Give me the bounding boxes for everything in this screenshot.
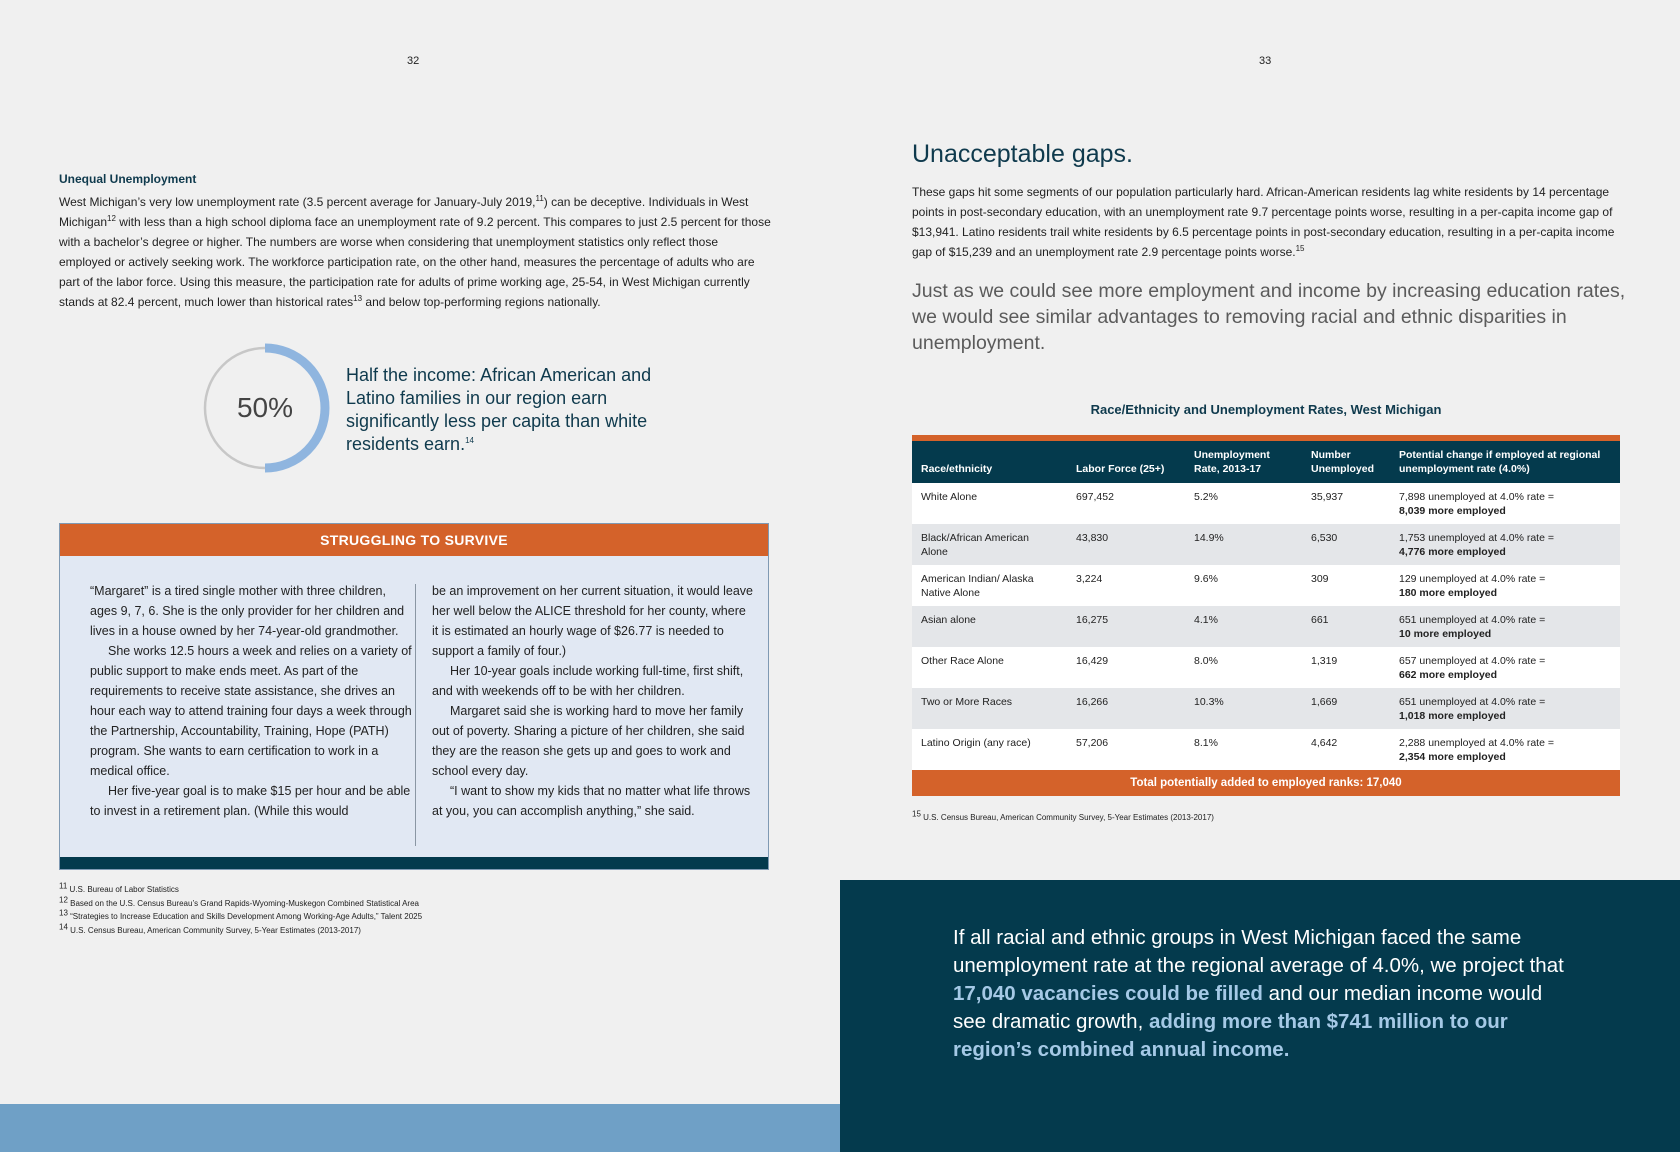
cell-unemployment-rate: 8.1% xyxy=(1185,729,1302,770)
footnote xyxy=(59,883,422,897)
table-title: Race/Ethnicity and Unemployment Rates, West Michigan xyxy=(1090,402,1442,417)
change-line: 651 unemployed at 4.0% rate = xyxy=(1399,614,1546,626)
change-line: 657 unemployed at 4.0% rate = xyxy=(1399,655,1546,667)
unemployment-table xyxy=(912,435,1620,796)
story-title: STRUGGLING TO SURVIVE xyxy=(60,524,768,556)
footnote-text: U.S. Census Bureau, American Community Survey, 5-Year Estimates (2013-2017) xyxy=(70,925,361,935)
change-line: 7,898 unemployed at 4.0% rate = xyxy=(1399,491,1554,503)
column-header: Labor Force (25+) xyxy=(1067,441,1185,483)
page-number: 33 xyxy=(1259,55,1272,67)
cell-labor-force: 16,429 xyxy=(1067,647,1185,688)
footnote-ref: 15 xyxy=(1295,244,1305,253)
body-text: West Michigan’s very low unemployment rate (3.5 percent average for January-July 2019, xyxy=(59,195,536,209)
cell-number-unemployed: 661 xyxy=(1302,606,1390,647)
footnote-ref: 13 xyxy=(353,294,363,303)
footnote-ref: 12 xyxy=(107,214,116,223)
statement-text: Half the income: African American and Latino families in our region earn significantly less per capita than white residents earn. xyxy=(346,365,652,454)
footnote-number: 13 xyxy=(59,908,68,918)
struggling-story-box xyxy=(59,523,769,870)
column-header: Potential change if employed at regional unemployment rate (4.0%) xyxy=(1390,441,1620,483)
story-column-1 xyxy=(90,581,412,821)
story-paragraph: be an improvement on her current situation, it would leave her well below the ALICE threshold for her county, where it is estimated an hourly wage of $26.77 is needed to support a family of four.) xyxy=(432,584,754,658)
column-divider xyxy=(415,584,416,846)
story-column-2 xyxy=(432,581,754,821)
footnote-number: 14 xyxy=(59,921,68,931)
cell-number-unemployed: 6,530 xyxy=(1302,524,1390,565)
cell-race: Asian alone xyxy=(912,606,1067,647)
cell-potential-change xyxy=(1390,606,1620,647)
footnote-text: U.S. Bureau of Labor Statistics xyxy=(69,885,179,894)
footnote xyxy=(59,910,422,924)
cell-race: Other Race Alone xyxy=(912,647,1067,688)
cell-number-unemployed: 1,669 xyxy=(1302,688,1390,729)
cell-unemployment-rate: 8.0% xyxy=(1185,647,1302,688)
story-paragraph: Her five-year goal is to make $15 per hour and be able to invest in a retirement plan. (While this would xyxy=(90,784,411,818)
callout-highlight: adding more than $741 million to our region’s combined annual income. xyxy=(953,1010,1508,1061)
body-text: with less than a high school diploma face an unemployment rate of 9.2 percent. This compares to just 2.5 percent for those with a bachelor’s degree or higher. The numbers are worse when considering that unemployment statistics only reflect those employed or actively seeking work. The workforce participation rate, on the other hand, measures the percentage of adults who are part of the labor force. Using this measure, the participation rate for adults of prime working age, 25-54, in West Michigan currently stands at 82.4 percent, much lower than historical rates xyxy=(59,215,771,309)
story-paragraph: “Margaret” is a tired single mother with three children, ages 9, 7, 6. She is the only provider for her children and lives in a house owned by her 74-year-old grandmother. xyxy=(90,584,405,638)
section-heading: Unequal Unemployment xyxy=(59,172,197,186)
cell-number-unemployed: 4,642 xyxy=(1302,729,1390,770)
table-source xyxy=(912,809,1214,822)
change-result: 2,354 more employed xyxy=(1399,751,1506,763)
cell-unemployment-rate: 9.6% xyxy=(1185,565,1302,606)
footnote-ref: 11 xyxy=(535,194,544,203)
cell-labor-force: 697,452 xyxy=(1067,483,1185,524)
source-text: U.S. Census Bureau, American Community Survey, 5-Year Estimates (2013-2017) xyxy=(923,813,1214,822)
table-row xyxy=(912,483,1620,524)
pull-quote: Just as we could see more employment and income by increasing education rates, we would see similar advantages to removing racial and ethnic disparities in unemployment. xyxy=(912,280,1626,354)
table-row xyxy=(912,688,1620,729)
story-paragraph: “I want to show my kids that no matter what life throws at you, you can accomplish anything,” she said. xyxy=(432,784,751,818)
cell-number-unemployed: 35,937 xyxy=(1302,483,1390,524)
callout-text xyxy=(953,924,1573,1064)
section-body xyxy=(59,192,771,312)
cell-potential-change xyxy=(1390,647,1620,688)
cell-unemployment-rate: 14.9% xyxy=(1185,524,1302,565)
cell-race: Two or More Races xyxy=(912,688,1067,729)
cell-labor-force: 16,275 xyxy=(1067,606,1185,647)
change-result: 1,018 more employed xyxy=(1399,710,1506,722)
footnote xyxy=(59,894,422,911)
half-income-statement xyxy=(346,364,666,456)
change-line: 129 unemployed at 4.0% rate = xyxy=(1399,573,1546,585)
change-line: 651 unemployed at 4.0% rate = xyxy=(1399,696,1546,708)
change-result: 8,039 more employed xyxy=(1399,505,1506,517)
cell-potential-change xyxy=(1390,483,1620,524)
cell-unemployment-rate: 4.1% xyxy=(1185,606,1302,647)
callout-highlight: 17,040 vacancies could be filled xyxy=(953,982,1263,1005)
page-title: Unacceptable gaps. xyxy=(912,140,1133,168)
cell-potential-change xyxy=(1390,688,1620,729)
footnote-number: 11 xyxy=(59,881,68,891)
change-result: 662 more employed xyxy=(1399,669,1498,681)
cell-labor-force: 16,266 xyxy=(1067,688,1185,729)
cell-labor-force: 3,224 xyxy=(1067,565,1185,606)
callout-plain: and our median income would see dramatic growth, xyxy=(953,982,1543,1033)
change-line: 2,288 unemployed at 4.0% rate = xyxy=(1399,737,1554,749)
cell-potential-change xyxy=(1390,729,1620,770)
cell-unemployment-rate: 10.3% xyxy=(1185,688,1302,729)
change-result: 180 more employed xyxy=(1399,587,1498,599)
callout-plain: If all racial and ethnic groups in West Michigan faced the same unemployment rate at the regional average of 4.0%, we project that xyxy=(953,926,1564,977)
footnote-text: Based on the U.S. Census Bureau’s Grand Rapids-Wyoming-Muskegon Combined Statistical Area xyxy=(70,898,419,908)
body-text: and below top-performing regions nationally. xyxy=(362,295,601,309)
table-header-row xyxy=(912,441,1620,483)
cell-labor-force: 57,206 xyxy=(1067,729,1185,770)
unequal-unemployment-section xyxy=(59,172,771,312)
change-result: 4,776 more employed xyxy=(1399,546,1506,558)
table-row xyxy=(912,647,1620,688)
story-paragraph: She works 12.5 hours a week and relies on a variety of public support to make ends meet. As part of the requirements to receive state assistance, she drives an hour each way to attend training four days a week through the Partnership, Accountability, Training, Hope (PATH) program. She wants to earn certification to work in a medical office. xyxy=(90,644,412,778)
cell-number-unemployed: 309 xyxy=(1302,565,1390,606)
column-header: Number Unemployed xyxy=(1302,441,1390,483)
body-text: These gaps hit some segments of our population particularly hard. African-American residents lag white residents by 14 percentage points in post-secondary education, with an unemployment rate 9.7 percentage points worse, resulting in a per-capita income gap of $13,941. Latino residents trail white residents by 6.5 percentage points in post-secondary education, resulting in a per-capita income gap of $15,239 and an unemployment rate 2.9 percentage points worse. xyxy=(912,185,1615,259)
change-result: 10 more employed xyxy=(1399,628,1492,640)
page-number: 32 xyxy=(407,55,420,67)
story-footer-bar xyxy=(60,857,768,869)
cell-race: Black/African American Alone xyxy=(912,524,1067,565)
column-header: Unemployment Rate, 2013-17 xyxy=(1185,441,1302,483)
footnote-text: “Strategies to Increase Education and Skills Development Among Working-Age Adults,” Talent 2025 xyxy=(70,912,423,921)
change-line: 1,753 unemployed at 4.0% rate = xyxy=(1399,532,1554,544)
footnotes xyxy=(59,883,422,937)
cell-potential-change xyxy=(1390,565,1620,606)
data-table xyxy=(912,441,1620,770)
cell-race: White Alone xyxy=(912,483,1067,524)
story-paragraph: Margaret said she is working hard to move her family out of poverty. Sharing a picture of her children, she said they are the reason she gets up and goes to work and school every day. xyxy=(432,704,745,778)
table-row xyxy=(912,606,1620,647)
cell-unemployment-rate: 5.2% xyxy=(1185,483,1302,524)
ring-percent-label: 50% xyxy=(236,392,294,423)
cell-race: American Indian/ Alaska Native Alone xyxy=(912,565,1067,606)
left-footer-band xyxy=(0,1104,840,1152)
cell-potential-change xyxy=(1390,524,1620,565)
percent-ring xyxy=(200,343,330,473)
cell-labor-force: 43,830 xyxy=(1067,524,1185,565)
footnote-number: 15 xyxy=(912,809,921,819)
table-row xyxy=(912,524,1620,565)
footnote xyxy=(59,921,422,938)
table-row xyxy=(912,565,1620,606)
gaps-body xyxy=(912,182,1622,262)
cell-number-unemployed: 1,319 xyxy=(1302,647,1390,688)
footnote-number: 12 xyxy=(59,894,68,904)
table-total-row: Total potentially added to employed ranks: 17,040 xyxy=(912,770,1620,796)
footnote-ref: 14 xyxy=(465,436,474,445)
table-row xyxy=(912,729,1620,770)
story-paragraph: Her 10-year goals include working full-time, first shift, and with weekends off to be with her children. xyxy=(432,664,744,698)
cell-race: Latino Origin (any race) xyxy=(912,729,1067,770)
column-header: Race/ethnicity xyxy=(912,441,1067,483)
body-text: ) can be deceptive. Individuals in West Michigan xyxy=(59,195,749,229)
